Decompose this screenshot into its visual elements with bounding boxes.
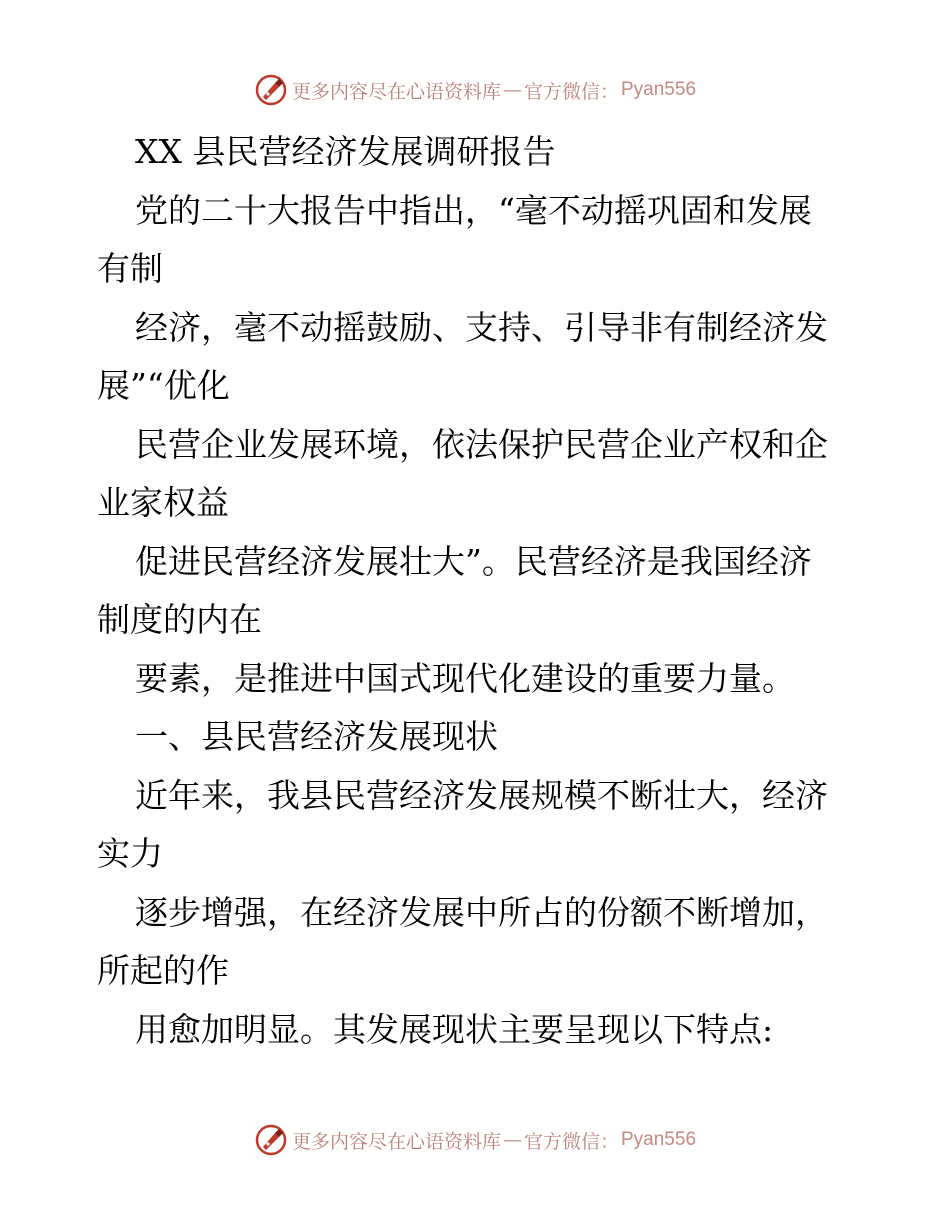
footer-watermark bbox=[0, 1120, 950, 1160]
document-line: 用愈加明显。其发展现状主要呈现以下特点: bbox=[135, 1009, 774, 1049]
watermark-main-text: 更多内容尽在心语资料库 bbox=[291, 1130, 501, 1153]
document-line: 实力 bbox=[97, 834, 163, 873]
document-line: 近年来，我县民营经济发展规模不断壮大，经济 bbox=[135, 775, 828, 815]
pen-nib-logo-icon bbox=[254, 1123, 288, 1157]
document-line: 逐步增强，在经济发展中所占的份额不断增加， bbox=[135, 892, 828, 932]
document-line: 有制 bbox=[97, 249, 163, 288]
watermark-dash: — bbox=[502, 79, 522, 101]
document-line: 民营企业发展环境，依法保护民营企业产权和企 bbox=[135, 424, 828, 464]
watermark-wechat-label: 官方微信： bbox=[523, 80, 619, 103]
document-line: 党的二十大报告中指出，“毫不动摇巩固和发展 bbox=[135, 190, 812, 230]
watermark-main-text: 更多内容尽在心语资料库 bbox=[291, 80, 501, 103]
document-line: 展”“优化 bbox=[97, 366, 230, 405]
watermark-wechat-id: Pyan556 bbox=[621, 79, 697, 100]
document-line: 业家权益 bbox=[97, 483, 229, 522]
watermark-wechat-id: Pyan556 bbox=[621, 1129, 697, 1150]
watermark-wechat-label: 官方微信： bbox=[523, 1130, 619, 1153]
document-body bbox=[97, 123, 857, 1059]
pen-nib-logo-icon bbox=[254, 73, 288, 107]
document-line: 制度的内在 bbox=[97, 600, 262, 639]
document-line: XX 县民营经济发展调研报告 bbox=[135, 132, 556, 171]
document-line: 促进民营经济发展壮大”。民营经济是我国经济 bbox=[135, 541, 812, 581]
document-line: 要素，是推进中国式现代化建设的重要力量。 bbox=[135, 658, 795, 698]
document-line: 一、县民营经济发展现状 bbox=[135, 717, 498, 756]
document-line: 经济，毫不动摇鼓励、支持、引导非有制经济发 bbox=[135, 307, 828, 347]
watermark-dash: — bbox=[502, 1129, 522, 1151]
header-watermark bbox=[0, 70, 950, 110]
document-line: 所起的作 bbox=[97, 951, 229, 990]
